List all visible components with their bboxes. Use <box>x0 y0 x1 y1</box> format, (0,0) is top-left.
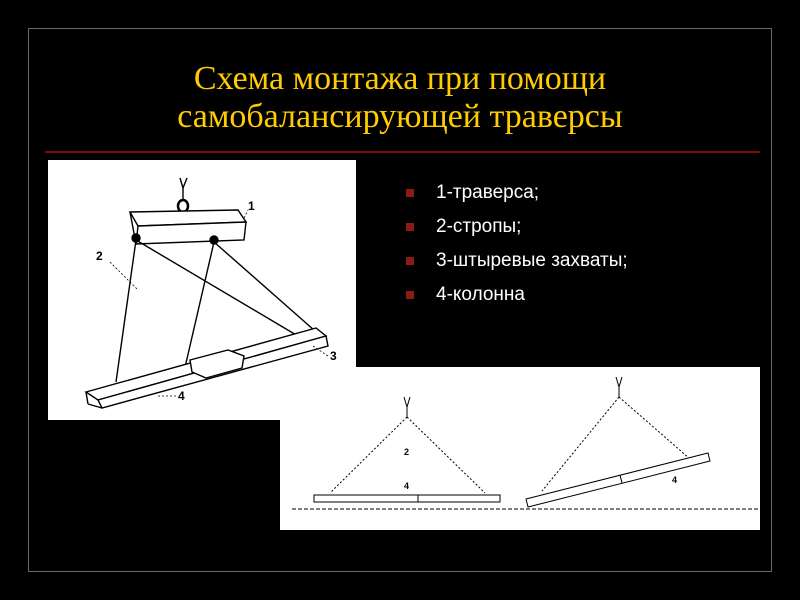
lifting-stages-drawing <box>280 367 760 530</box>
legend-item <box>402 284 628 305</box>
square-bullet-icon <box>406 257 414 265</box>
legend-item <box>402 250 628 271</box>
legend-item-text: 4-колонна <box>436 284 525 305</box>
title-divider <box>45 151 760 153</box>
legend-item <box>402 182 628 203</box>
legend-item <box>402 216 628 237</box>
legend-list <box>402 182 628 318</box>
legend-item-text: 3-штыревые захваты; <box>436 250 628 271</box>
title-line-1: Схема монтажа при помощи <box>193 60 607 97</box>
label-1: 1 <box>248 199 255 213</box>
label-4: 4 <box>178 389 185 403</box>
square-bullet-icon <box>406 291 414 299</box>
legend-item-text: 2-стропы; <box>436 216 522 237</box>
lifting-stages-diagram <box>280 367 760 530</box>
label-2: 2 <box>96 249 103 263</box>
square-bullet-icon <box>406 189 414 197</box>
legend-item-text: 1-траверса; <box>436 182 540 203</box>
square-bullet-icon <box>406 223 414 231</box>
stage1-label-4: 4 <box>404 481 410 491</box>
stage1-label-2: 2 <box>404 447 410 457</box>
stage2-label-4: 4 <box>672 475 678 485</box>
title-line-2: самобалансирующей траверсы <box>177 98 623 135</box>
label-3: 3 <box>330 349 337 363</box>
slide-title <box>100 60 700 136</box>
